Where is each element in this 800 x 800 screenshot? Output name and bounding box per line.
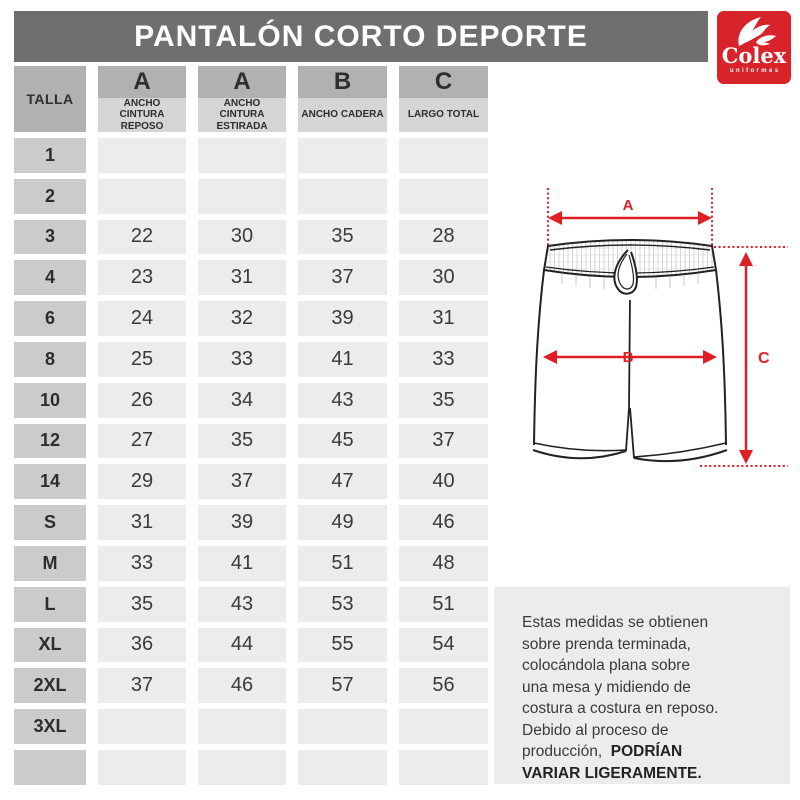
value-cell xyxy=(298,709,387,744)
size-cell: 2 xyxy=(14,179,86,214)
column-letter: C xyxy=(399,66,488,98)
value-cell xyxy=(198,709,286,744)
note-text xyxy=(522,612,782,784)
size-cell: 10 xyxy=(14,383,86,418)
size-cell: 6 xyxy=(14,301,86,336)
value-cell: 36 xyxy=(98,628,186,663)
column-header-4 xyxy=(399,66,488,132)
size-cell: 12 xyxy=(14,424,86,459)
value-cell xyxy=(98,179,186,214)
size-cell: L xyxy=(14,587,86,622)
value-cell: 46 xyxy=(399,505,488,540)
size-cell xyxy=(14,750,86,785)
note-line: colocándola plana sobre xyxy=(522,657,691,674)
value-cell: 53 xyxy=(298,587,387,622)
value-cell: 44 xyxy=(198,628,286,663)
value-cell: 28 xyxy=(399,220,488,255)
value-cell: 46 xyxy=(198,668,286,703)
value-cell: 51 xyxy=(298,546,387,581)
value-cell: 39 xyxy=(298,301,387,336)
value-cell xyxy=(399,138,488,173)
size-cell: 3 xyxy=(14,220,86,255)
note-block xyxy=(494,587,790,784)
value-cell: 37 xyxy=(98,668,186,703)
column-header-2 xyxy=(198,66,286,132)
measure-label-b: B xyxy=(622,349,634,366)
note-line: Debido al proceso de xyxy=(522,721,669,739)
value-cell: 35 xyxy=(198,424,286,459)
value-cell xyxy=(198,750,286,785)
value-cell: 26 xyxy=(98,383,186,418)
value-cell xyxy=(298,750,387,785)
value-cell: 24 xyxy=(98,301,186,336)
value-cell: 35 xyxy=(399,383,488,418)
value-cell: 30 xyxy=(198,220,286,255)
value-cell: 29 xyxy=(98,464,186,499)
measure-label-c: C xyxy=(758,350,770,367)
value-cell xyxy=(399,179,488,214)
column-header-1 xyxy=(98,66,186,132)
column-label: LARGO TOTAL xyxy=(399,98,488,132)
value-cell xyxy=(298,179,387,214)
value-cell: 33 xyxy=(98,546,186,581)
brand-logo xyxy=(717,11,791,84)
brand-name: Colex xyxy=(721,43,787,68)
measure-guide-lines xyxy=(548,188,788,466)
value-cell: 40 xyxy=(399,464,488,499)
note-line: producción, PODRÍAN xyxy=(522,743,683,760)
value-cell: 55 xyxy=(298,628,387,663)
value-cell xyxy=(98,709,186,744)
value-cell: 39 xyxy=(198,505,286,540)
value-cell: 23 xyxy=(98,260,186,295)
value-cell xyxy=(198,138,286,173)
value-cell: 37 xyxy=(198,464,286,499)
value-cell: 43 xyxy=(198,587,286,622)
title-bar xyxy=(14,11,708,62)
value-cell: 31 xyxy=(198,260,286,295)
brand-subtitle: uniformes xyxy=(729,68,781,74)
value-cell: 37 xyxy=(298,260,387,295)
size-cell: 8 xyxy=(14,342,86,377)
column-label: ANCHO CINTURA REPOSO xyxy=(98,98,186,133)
note-line: Estas medidas se obtienen xyxy=(522,614,709,631)
measure-arrow-b xyxy=(543,349,717,366)
value-cell: 31 xyxy=(399,301,488,336)
note-line: costura a costura en reposo. xyxy=(522,700,719,717)
value-cell xyxy=(298,138,387,173)
value-cell: 45 xyxy=(298,424,387,459)
value-cell: 30 xyxy=(399,260,488,295)
value-cell: 41 xyxy=(198,546,286,581)
value-cell: 37 xyxy=(399,424,488,459)
value-cell: 47 xyxy=(298,464,387,499)
value-cell: 49 xyxy=(298,505,387,540)
value-cell: 31 xyxy=(98,505,186,540)
value-cell: 25 xyxy=(98,342,186,377)
value-cell xyxy=(399,709,488,744)
value-cell: 43 xyxy=(298,383,387,418)
measure-arrow-a xyxy=(548,197,712,225)
value-cell: 27 xyxy=(98,424,186,459)
value-cell xyxy=(98,138,186,173)
column-letter: A xyxy=(198,66,286,98)
note-line: una mesa y midiendo de xyxy=(522,678,691,696)
value-cell: 34 xyxy=(198,383,286,418)
value-cell: 22 xyxy=(98,220,186,255)
value-cell: 57 xyxy=(298,668,387,703)
size-cell: M xyxy=(14,546,86,581)
column-letter: B xyxy=(298,66,387,98)
note-line: sobre prenda terminada, xyxy=(522,635,691,653)
size-table xyxy=(14,66,488,785)
note-line: VARIAR LIGERAMENTE. xyxy=(522,764,702,782)
shorts-diagram xyxy=(500,170,800,490)
measure-arrow-c xyxy=(739,252,770,464)
value-cell: 48 xyxy=(399,546,488,581)
column-header-3 xyxy=(298,66,387,132)
value-cell: 35 xyxy=(298,220,387,255)
size-cell: 2XL xyxy=(14,668,86,703)
size-column-header: TALLA xyxy=(14,66,86,132)
column-letter: A xyxy=(98,66,186,98)
value-cell xyxy=(98,750,186,785)
size-cell: 1 xyxy=(14,138,86,173)
size-cell: 14 xyxy=(14,464,86,499)
value-cell: 56 xyxy=(399,668,488,703)
value-cell: 32 xyxy=(198,301,286,336)
value-cell: 41 xyxy=(298,342,387,377)
value-cell: 35 xyxy=(98,587,186,622)
value-cell: 33 xyxy=(198,342,286,377)
value-cell xyxy=(399,750,488,785)
page-title: PANTALÓN CORTO DEPORTE xyxy=(134,19,588,53)
column-label: ANCHO CINTURA ESTIRADA xyxy=(198,98,286,133)
value-cell: 33 xyxy=(399,342,488,377)
size-cell: S xyxy=(14,505,86,540)
column-label: ANCHO CADERA xyxy=(298,98,387,132)
size-cell: 3XL xyxy=(14,709,86,744)
size-cell: 4 xyxy=(14,260,86,295)
size-cell: XL xyxy=(14,628,86,663)
measure-label-a: A xyxy=(622,197,634,214)
value-cell: 54 xyxy=(399,628,488,663)
value-cell: 51 xyxy=(399,587,488,622)
value-cell xyxy=(198,179,286,214)
